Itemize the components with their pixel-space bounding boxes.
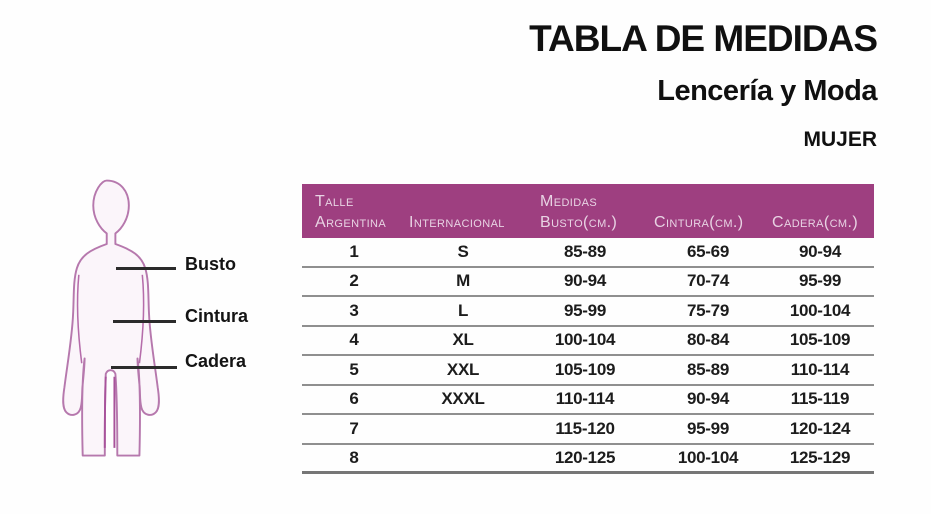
cadera-label: Cadera [185, 351, 247, 371]
table-row [302, 445, 874, 475]
cell-talle-argentina: 3 [349, 300, 359, 320]
busto-label: Busto [185, 254, 236, 274]
table-row [302, 386, 874, 416]
cell-cintura: 90-94 [687, 389, 729, 409]
cell-cintura: 75-79 [687, 300, 729, 320]
header-line: Cadera(cm.) [772, 214, 859, 231]
cell-talle-argentina: 1 [349, 241, 359, 261]
size-table-body [302, 238, 874, 474]
cell-cintura: 65-69 [687, 241, 729, 261]
cell-internacional: M [456, 271, 470, 291]
cell-internacional: L [457, 300, 469, 320]
cell-cadera: 110-114 [790, 359, 850, 379]
cell-busto: 95-99 [564, 300, 606, 320]
body-measurement-figure [0, 0, 300, 514]
table-row [302, 356, 874, 386]
cell-busto: 120-125 [554, 447, 616, 467]
cell-cintura: 80-84 [687, 330, 729, 350]
header-line: Medidas [540, 193, 598, 210]
size-table-header [302, 184, 874, 238]
cell-cadera: 120-124 [789, 418, 851, 438]
cell-cintura: 100-104 [677, 447, 739, 467]
cell-internacional: XXXL [441, 389, 485, 409]
cell-cadera: 95-99 [799, 271, 841, 291]
cell-talle-argentina: 7 [349, 418, 359, 438]
table-row [302, 327, 874, 357]
cell-cadera: 90-94 [799, 241, 841, 261]
table-row [302, 297, 874, 327]
cell-internacional: S [457, 241, 469, 261]
size-table [302, 184, 874, 474]
header-cintura [650, 184, 766, 238]
cintura-pointer-line [113, 320, 176, 323]
header-cadera [766, 184, 874, 238]
page-title: TABLA DE MEDIDAS [529, 18, 877, 59]
header-line: Cintura(cm.) [654, 214, 744, 231]
title-block [529, 20, 877, 151]
cell-internacional: XL [452, 330, 474, 350]
table-row [302, 238, 874, 268]
cell-busto: 85-89 [564, 241, 606, 261]
cell-talle-argentina: 6 [349, 389, 359, 409]
header-line: Talle [315, 193, 354, 210]
cell-talle-argentina: 2 [349, 271, 359, 291]
cell-busto: 115-120 [555, 418, 615, 438]
audience-label: MUJER [803, 128, 877, 152]
cell-cintura: 85-89 [687, 359, 729, 379]
header-internacional [406, 184, 520, 238]
cell-cintura: 70-74 [687, 271, 729, 291]
table-row [302, 415, 874, 445]
cell-talle-argentina: 8 [349, 447, 359, 467]
cell-cadera: 105-109 [789, 330, 851, 350]
cadera-pointer-line [111, 366, 177, 369]
cell-cadera: 125-129 [789, 447, 851, 467]
cell-cadera: 100-104 [789, 300, 851, 320]
header-line: Busto(cm.) [540, 214, 618, 231]
cell-busto: 100-104 [554, 330, 616, 350]
cell-busto: 110-114 [555, 389, 615, 409]
cintura-label: Cintura [185, 306, 248, 326]
cell-talle-argentina: 5 [349, 359, 359, 379]
header-medidas-busto [520, 184, 650, 238]
table-row [302, 268, 874, 298]
cell-busto: 90-94 [564, 271, 606, 291]
cell-busto: 105-109 [554, 359, 616, 379]
cell-internacional: XXL [446, 359, 480, 379]
page-subtitle: Lencería y Moda [657, 74, 877, 107]
header-talle-argentina [302, 184, 406, 238]
header-line: Internacional [409, 214, 505, 231]
female-silhouette-icon [50, 171, 175, 467]
busto-pointer-line [116, 267, 176, 270]
cell-talle-argentina: 4 [349, 330, 359, 350]
cell-cadera: 115-119 [790, 389, 850, 409]
header-line: Argentina [315, 214, 387, 231]
cell-cintura: 95-99 [687, 418, 729, 438]
